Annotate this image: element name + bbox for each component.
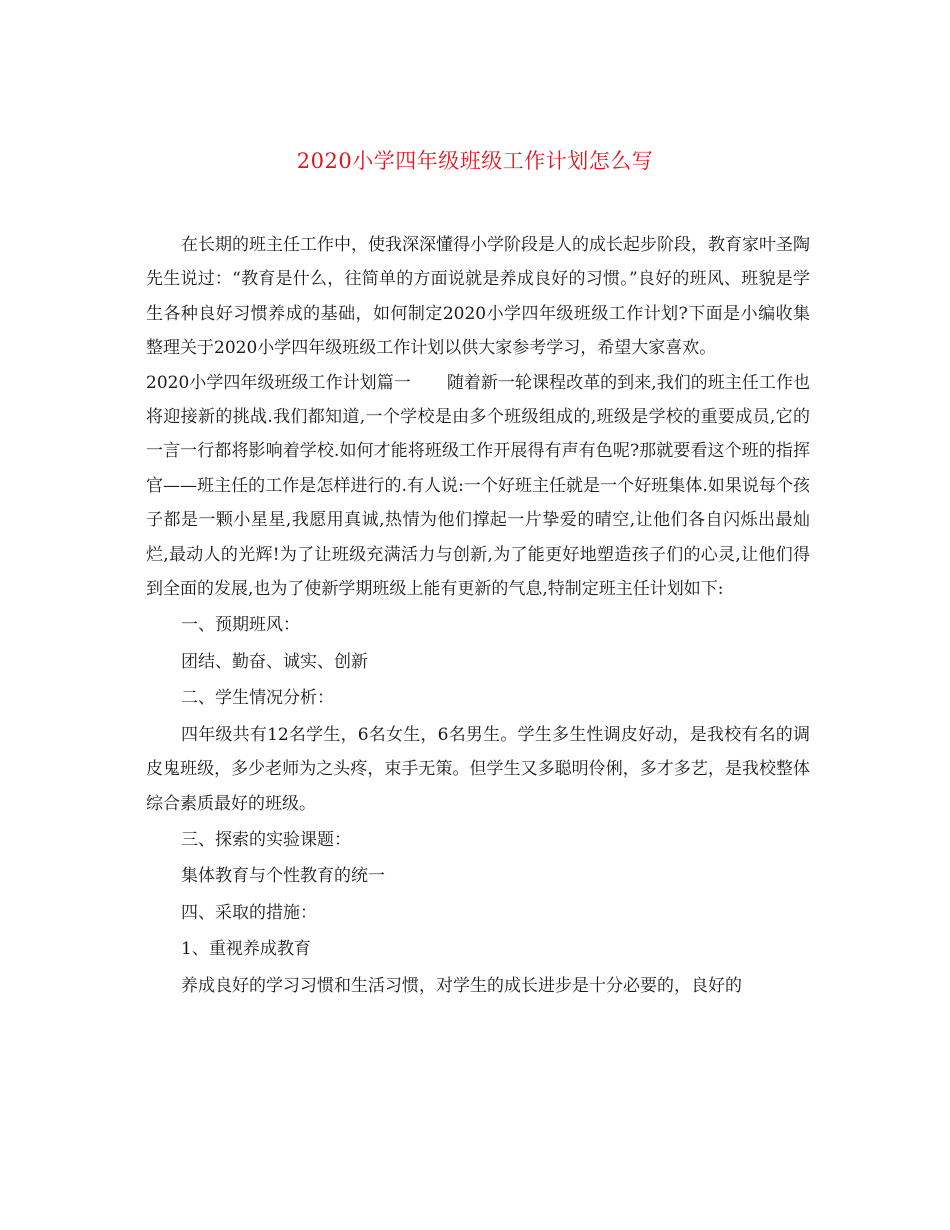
heading-student-analysis: 二、学生情况分析： xyxy=(181,688,334,709)
document-body xyxy=(146,228,810,1003)
heading-measures: 四、采取的措施： xyxy=(181,902,317,923)
section-paragraph xyxy=(146,366,810,607)
intro-paragraph: 在长期的班主任工作中，使我深深懂得小学阶段是人的成长起步阶段，教育家叶圣陶先生说过：“教育是什么，往简单的方面说就是养成良好的习惯。”良好的班风、班貌是学生各种良好习惯养成的基础，如何制定2020小学四年级班级工作计划?下面是小编收集整理关于2020小学四年级班级工作计划以供大家参考学习，希望大家喜欢。 xyxy=(146,235,810,359)
measure-item-1-text: 养成良好的学习习惯和生活习惯，对学生的成长进步是十分必要的，良好的 xyxy=(181,975,742,996)
page-title: 2020小学四年级班级工作计划怎么写 xyxy=(296,149,654,173)
research-topic-text: 集体教育与个性教育的统一 xyxy=(181,866,385,887)
section-text: 随着新一轮课程改革的到来,我们的班主任工作也将迎接新的挑战.我们都知道,一个学校是由多个班级组成的,班级是学校的重要成员,它的一言一行都将影响着学校.如何才能将班级工作开展得有声有色呢?那就要看这个班的指挥官——班主任的工作是怎样进行的.有人说:一个好班主任就是一个好班集体.如果说每个孩子都是一颗小星星,我愿用真诚,热情为他们撑起一片挚爱的晴空,让他们各自闪烁出最灿烂,最动人的光辉!为了让班级充满活力与创新,为了能更好地塑造孩子们的心灵,让他们得到全面的发展,也为了使新学期班级上能有更新的气息,特制定班主任计划如下: xyxy=(146,372,810,600)
student-analysis-paragraph: 四年级共有12名学生，6名女生，6名男生。学生多生性调皮好动，是我校有名的调皮鬼班级，多少老师为之头疼，束手无策。但学生又多聪明伶俐，多才多艺，是我校整体综合素质最好的班级。 xyxy=(146,724,810,814)
measure-item-1: 1、重视养成教育 xyxy=(181,939,311,960)
heading-class-style: 一、预期班风： xyxy=(181,615,300,636)
heading-research-topic: 三、探索的实验课题： xyxy=(181,829,351,850)
section-label: 2020小学四年级班级工作计划篇一 xyxy=(146,372,411,393)
class-style-values: 团结、勤奋、诚实、创新 xyxy=(181,651,368,672)
